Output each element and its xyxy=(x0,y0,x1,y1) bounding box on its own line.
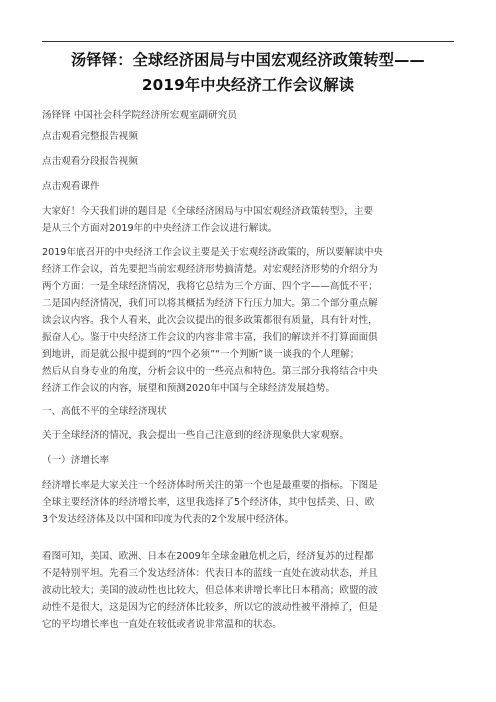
intro-paragraph xyxy=(42,203,460,237)
growth-rate-line: 全球主要经济体的经济增长率，这里我选择了5个经济体，其中包括美、日、欧 xyxy=(42,497,375,508)
overview-line: 二是国内经济情况，我们可以将其概括为经济下行压力加大。第二个部分重点解 xyxy=(42,298,378,309)
chart-analysis-line: 看图可知，美国、欧洲、日本在2009年全球金融危机之后，经济复苏的过程都 xyxy=(42,551,374,562)
overview-line: 经济工作会议的内容，展望和预测2020年中国与全球经济发展趋势。 xyxy=(42,383,336,394)
overview-line: 两个方面：一是全球经济情况，我将它总结为三个方面、四个字——高低不平； xyxy=(42,281,378,292)
chart-analysis-paragraph xyxy=(42,548,460,633)
growth-rate-paragraph xyxy=(42,477,460,528)
segment-report-video-link[interactable]: 点击观看分段报告视频 xyxy=(42,156,138,167)
growth-rate-line: 3个发达经济体及以中国和印度为代表的2个发展中经济体。 xyxy=(42,514,295,525)
section-heading: 一、高低不平的全球经济现状 xyxy=(42,406,167,417)
overview-paragraph xyxy=(42,244,460,397)
growth-rate-line: 经济增长率是大家关注一个经济体时所关注的第一个也是最重要的指标。下图是 xyxy=(42,480,378,491)
document-title xyxy=(30,48,466,98)
chart-analysis-line: 它的平均增长率也一直处在较低或者说非常温和的状态。 xyxy=(42,619,282,630)
intro-line: 是从三个方面对2019年的中央经济工作会议进行解读。 xyxy=(42,223,278,234)
courseware-link[interactable]: 点击观看课件 xyxy=(42,181,100,192)
overview-line: 振奋人心。鉴于中央经济工作会议的内容非常丰富，我们的解读并不打算面面俱 xyxy=(42,332,378,343)
header-divider xyxy=(42,41,454,42)
overview-line: 2019年底召开的中央经济工作会议主要是关于宏观经济政策的，所以要解读中央 xyxy=(42,247,384,258)
intro-line: 大家好！今天我们讲的题目是《全球经济困局与中国宏观经济政策转型》，主要 xyxy=(42,206,373,217)
overview-line: 到地讲，而是就公报中提到的“四个必须”“一个判断”谈一谈我的个人理解； xyxy=(42,349,360,360)
chart-analysis-line: 波动比较大；美国的波动性也比较大，但总体来讲增长率比日本稍高；欧盟的波 xyxy=(42,585,378,596)
overview-line: 然后从自身专业的角度，分析会议中的一些亮点和特色。第三部分我将结合中央 xyxy=(42,366,378,377)
full-report-video-link[interactable]: 点击观看完整报告视频 xyxy=(42,131,138,142)
author-line: 汤铎铎 中国社会科学院经济所宏观室副研究员 xyxy=(42,110,237,121)
title-line: 汤铎铎：全球经济困局与中国宏观经济政策转型—— xyxy=(71,51,425,69)
title-line: 2019年中央经济工作会议解读 xyxy=(141,76,355,94)
overview-line: 读会议内容。我个人看来，此次会议提出的很多政策都很有质量，具有针对性， xyxy=(42,315,378,326)
subsection-heading: （一）济增长率 xyxy=(42,455,110,466)
chart-analysis-line: 动性不是很大，这是因为它的经济体比较多，所以它的波动性被平滑掉了，但是 xyxy=(42,602,378,613)
overview-line: 经济工作会议，首先要把当前宏观经济形势搞清楚。对宏观经济形势的介绍分为 xyxy=(42,264,378,275)
section-intro: 关于全球经济的情况，我会提出一些自己注意到的经济现象供大家观察。 xyxy=(42,430,349,441)
chart-analysis-line: 不是特别平坦。先看三个发达经济体：代表日本的蓝线一直处在波动状态，并且 xyxy=(42,568,378,579)
